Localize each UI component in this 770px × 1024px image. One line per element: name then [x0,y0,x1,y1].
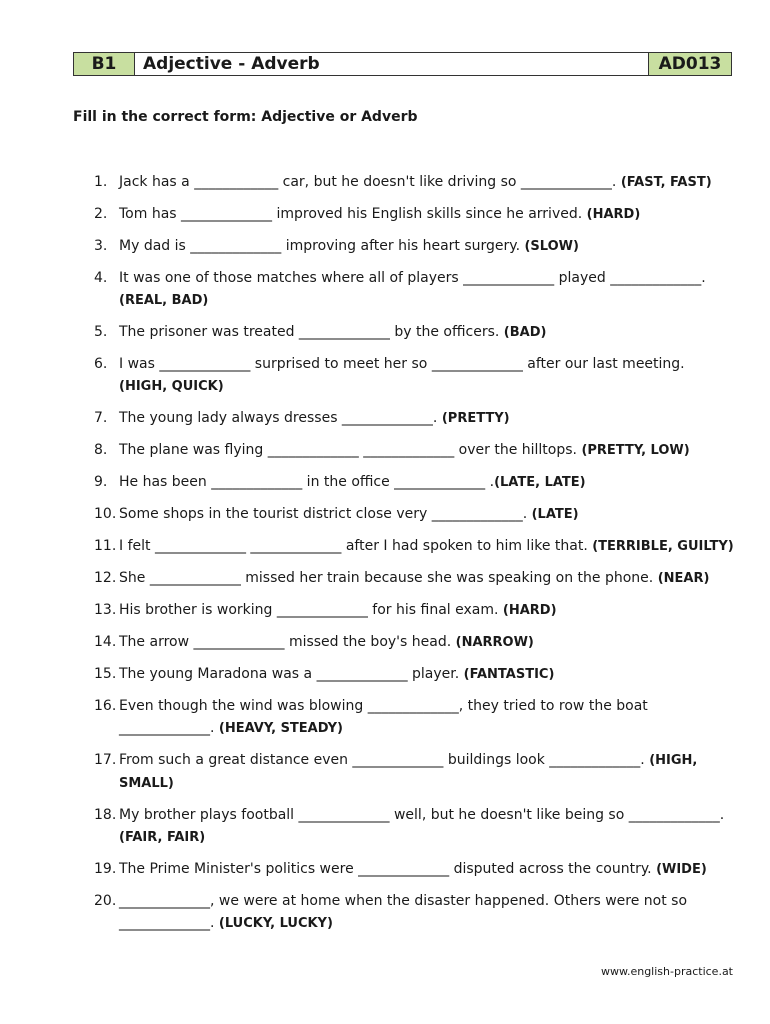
exercise-hint: (SLOW) [524,239,579,254]
exercise-number: 4. [94,270,108,286]
exercise-sentence [119,471,734,494]
exercise-number: 16. [94,698,117,714]
exercise-hint: (HARD) [586,207,641,222]
exercise-item [94,599,734,622]
exercise-sentence [119,171,734,194]
exercise-number: 20. [94,893,117,909]
exercise-text: The young lady always dresses _____________. [119,410,442,426]
exercise-sentence [119,407,734,430]
instruction-text: Fill in the correct form: Adjective or Adverb [73,109,418,125]
exercise-hint: (HIGH, SMALL) [119,753,698,791]
exercise-number: 7. [94,410,108,426]
exercise-item [94,749,734,795]
exercise-hint: (FAST, FAST) [620,175,712,190]
exercise-sentence [119,203,734,226]
exercise-text: The prisoner was treated _____________ by the officers. [119,324,504,340]
exercise-item [94,858,734,881]
exercise-sentence [119,749,734,795]
exercise-item [94,663,734,686]
exercise-text: I was _____________ surprised to meet her so _____________ after our last meeting. [119,356,685,372]
exercise-text: His brother is working _____________ for his final exam. [119,602,503,618]
exercise-text: Tom has _____________ improved his English skills since he arrived. [119,206,587,222]
exercise-number: 2. [94,206,108,222]
exercise-item [94,407,734,430]
exercise-text: The Prime Minister's politics were _____________ disputed across the country. [119,861,657,877]
exercise-sentence [119,858,734,881]
exercise-text: The plane was flying _____________ _____________ over the hilltops. [119,442,582,458]
exercise-item [94,267,734,312]
exercise-hint: (BAD) [503,325,547,340]
exercise-item [94,171,734,194]
footer-url: www.english-practice.at [600,965,733,978]
exercise-hint: (PRETTY, LOW) [581,443,690,458]
exercise-sentence [119,353,734,398]
level-badge: B1 [74,53,135,75]
exercise-number: 12. [94,570,117,586]
exercise-item [94,353,734,398]
exercise-number: 18. [94,807,117,823]
exercise-number: 11. [94,538,117,554]
exercise-hint: (LATE) [531,507,579,522]
exercise-sentence [119,439,734,462]
exercise-number: 10. [94,506,117,522]
exercise-sentence [119,235,734,258]
exercise-item [94,535,734,558]
exercise-hint: (LUCKY, LUCKY) [218,916,333,931]
exercise-text: He has been _____________ in the office _____________ . [119,474,495,490]
exercise-item [94,439,734,462]
exercise-hint: (WIDE) [656,862,707,877]
exercise-text: I felt _____________ _____________ after I had spoken to him like that. [119,538,593,554]
exercise-sentence [119,804,734,849]
exercise-hint: (PRETTY) [441,411,510,426]
exercise-hint: (FANTASTIC) [463,667,555,682]
exercise-sentence [119,321,734,344]
exercise-item [94,631,734,654]
exercise-text: She _____________ missed her train because she was speaking on the phone. [119,570,658,586]
exercise-item [94,235,734,258]
exercise-hint: (LATE, LATE) [494,475,586,490]
worksheet-code: AD013 [648,53,731,75]
exercise-number: 14. [94,634,117,650]
exercise-number: 19. [94,861,117,877]
exercise-sentence [119,663,734,686]
exercise-item [94,890,734,935]
exercise-number: 1. [94,174,108,190]
exercise-sentence [119,503,734,526]
exercise-hint: (NARROW) [455,635,534,650]
exercise-item [94,695,734,740]
exercise-sentence [119,631,734,654]
exercise-number: 13. [94,602,117,618]
exercise-number: 6. [94,356,108,372]
exercise-number: 8. [94,442,108,458]
exercise-hint: (NEAR) [657,571,710,586]
exercise-item [94,321,734,344]
exercise-number: 9. [94,474,108,490]
exercise-text: My dad is _____________ improving after his heart surgery. [119,238,525,254]
exercise-text: From such a great distance even _____________ buildings look _____________. [119,752,650,768]
exercise-item [94,567,734,590]
exercise-sentence [119,267,734,312]
exercise-item [94,471,734,494]
exercise-number: 5. [94,324,108,340]
exercise-number: 17. [94,752,117,768]
exercise-sentence [119,567,734,590]
exercise-sentence [119,695,734,740]
exercise-hint: (HEAVY, STEADY) [218,721,343,736]
exercise-text: My brother plays football _____________ well, but he doesn't like being so _____________. [119,807,725,823]
worksheet-header [73,52,732,76]
exercise-item [94,503,734,526]
exercise-text: The arrow _____________ missed the boy's head. [119,634,456,650]
exercise-item [94,203,734,226]
exercise-text: Even though the wind was blowing _____________, they tried to row the boat _____________. [119,698,648,736]
exercise-hint: (FAIR, FAIR) [119,830,206,845]
exercise-hint: (HARD) [502,603,557,618]
exercise-text: Some shops in the tourist district close very _____________. [119,506,532,522]
exercise-text: _____________, we were at home when the disaster happened. Others were not so _____________. [119,893,688,931]
exercise-sentence [119,599,734,622]
exercise-text: The young Maradona was a _____________ player. [119,666,464,682]
exercise-text: Jack has a ____________ car, but he doesn't like driving so _____________. [119,174,621,190]
exercise-list [94,171,734,944]
exercise-number: 3. [94,238,108,254]
exercise-sentence [119,535,734,558]
exercise-item [94,804,734,849]
exercise-hint: (REAL, BAD) [119,293,209,308]
exercise-hint: (HIGH, QUICK) [119,379,224,394]
exercise-number: 15. [94,666,117,682]
exercise-sentence [119,890,734,935]
exercise-text: It was one of those matches where all of players _____________ played _____________. [119,270,706,286]
worksheet-title: Adjective - Adverb [143,54,320,74]
exercise-hint: (TERRIBLE, GUILTY) [592,539,734,554]
